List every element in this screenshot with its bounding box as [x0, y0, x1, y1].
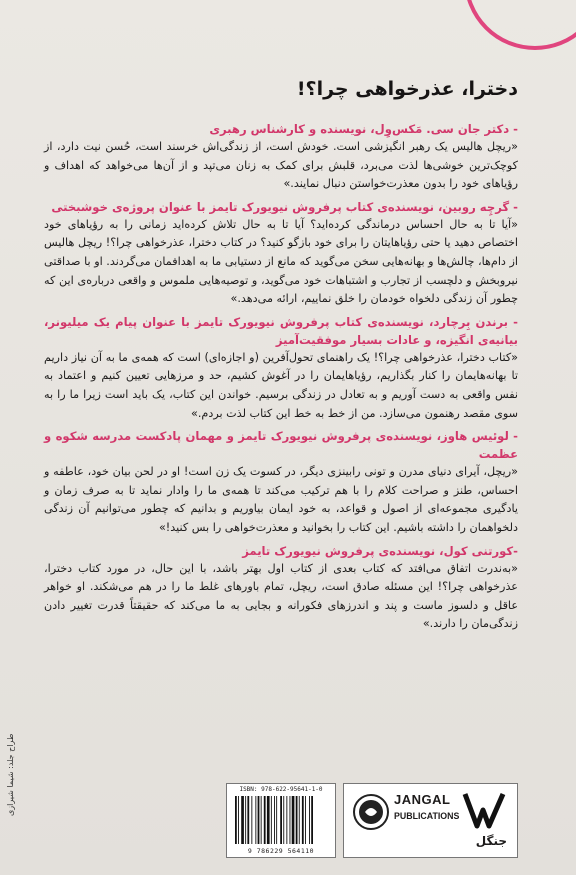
barcode-digits: 9 786229 564110 — [247, 847, 315, 855]
endorsement-author: - لوئیس هاوز، نویسنده‌ی پرفروش نیویورک تایمز و مهمان پادکست مدرسه شکوه و عظمت — [44, 429, 518, 462]
barcode-bar — [283, 796, 284, 844]
decorative-ring — [464, 0, 576, 50]
barcode-bar — [290, 796, 291, 844]
barcode-bar — [274, 796, 275, 844]
barcode-bar — [286, 796, 287, 844]
barcode-bar — [267, 796, 270, 844]
barcode-bar — [264, 796, 266, 844]
endorsement-author: - گرچِه روبین، نویسنده‌ی کتاب پرفروش نیویورک تایمز با عنوان پروژه‌ی خوشبختی — [51, 199, 518, 214]
endorsement-author: -کورتنی کول، نویسنده‌ی پرفروش نیویورک تایمز — [242, 543, 518, 558]
endorsement-quote: «کتاب دخترا، عذرخواهی چرا؟! یک راهنمای تحول‌آفرین (و اجازه‌ای) است که همه‌ی ما به آن نیاز داریم تا بهانه‌هایمان را کنار بگذاریم، رؤیاهایمان را در آغوش کشیم، حد و مرزهایی تعیین کنیم و اعتماد به نفس واقعی به دست آوریم و به تعادل در زندگی برسیم. خواندن این کتاب، یک باید است زیرا ما را به سوی مقصد رهنمون می‌سازد. من از خط به خط این کتاب لذت بردم.» — [44, 350, 518, 420]
endorsement-quote: «به‌ندرت اتفاق می‌افتد که کتاب بعدی از کتاب اول بهتر باشد، با این حال، در مورد کتاب دخترا، عذرخواهی چرا؟! این مسئله صادق است، ریچل، تمام باورهای غلط ما را در هم می‌شکند. او خواهر عاقل و دلسوز ماست و پند و اندرزهای فکورانه و بجایی به ما می‌کند که حقیقتاً قدرت تغییر دادن زندگی‌مان را دارند.» — [44, 561, 518, 631]
publisher-name: JANGAL — [394, 792, 451, 807]
barcode-bar — [241, 796, 244, 844]
barcode-bar — [302, 796, 304, 844]
endorsement-quote: «آیا تا به حال احساس درماندگی کرده‌اید؟ آیا تا به حال تلاش کرده‌اید زمانی را به رؤیاهای خود اختصاص دهید یا حتی رؤیاهایتان را برای خود بازگو کنید؟ در کتاب دخترا، عذرخواهی چرا؟! ریچل هالیس از دام‌ها، چالش‌ها و بهانه‌هایی سخن می‌گوید که مانع از دستیابی ما به اهدافمان می‌گردند. او با صداقتی نیروبخش و دلچسب از تجارب و اشتباهات خود می‌گوید، و توصیه‌هایی ملموس و واقعی درباره‌ی این که چطور آن زندگی دلخواه خودمان را خلق نماییم، ارائه می‌دهد.» — [44, 217, 518, 306]
barcode-bar — [292, 796, 295, 844]
barcode-bar — [247, 796, 249, 844]
barcode-bar — [261, 796, 262, 844]
barcode — [226, 783, 336, 858]
publisher-name-fa: جنگل — [475, 834, 507, 848]
barcode-bar — [305, 796, 306, 844]
publisher-logo-icon — [459, 790, 509, 834]
barcode-bar — [299, 796, 300, 844]
barcode-bar — [255, 796, 256, 844]
barcode-bar — [238, 796, 239, 844]
barcode-bar — [235, 796, 237, 844]
cover-designer-credit: طراح جلد: شیما شیرازی — [6, 734, 15, 817]
publisher-sub: PUBLICATIONS — [394, 811, 460, 821]
barcode-bars — [235, 796, 329, 844]
publisher-block — [343, 783, 518, 858]
endorsement-quote: «ریچل هالیس یک رهبر انگیزشی است. خودش است، از زندگی‌اش خرسند است، حُسن نیت دارد، از کوچک‌ترین خوشی‌ها لذت می‌برد، قلبش برای کمک به زنان می‌تپد و از آن‌ها می‌خواهد که اهداف و رؤیاهای خود را بدون معذرت‌خواستن دنبال نمایند.» — [44, 140, 518, 191]
endorsement-quote: «ریچل، آیرای دنیای مدرن و تونی رابینزی دیگر، در کسوت یک زن است! او در لحن بیان خود، عاطفه و احساس، طنز و صراحت کلام را با هم ترکیب می‌کند تا همه‌ی ما را وادار نماید تا به صرف زمان و یادگیری مجموعه‌ای از اصول و قواعد، به خود ایمان بیاوریم و بدانیم که چطور می‌توانیم آن زندگی دلخواهمان را داشته باشیم. این کتاب را بخوانید و معذرت‌خواهی را بس کنید!» — [44, 465, 518, 534]
endorsement-author: - برندن بِرچارد، نویسنده‌ی کتاب پرفروش نیویورک تایمز با عنوان پیام یک میلیونر، بیانیه‌ی انگیزه، و عادات بسیار موفقیت‌آمیز — [44, 314, 518, 347]
barcode-bar — [271, 796, 272, 844]
barcode-bar — [276, 796, 277, 844]
barcode-bar — [296, 796, 298, 844]
barcode-bar — [309, 796, 310, 844]
endorsement-author: - دکتر جان سی. مَکس‌وِل، نویسنده و کارشناس رهبری — [209, 122, 518, 136]
endorsements-block — [44, 66, 518, 638]
barcode-bar — [258, 796, 260, 844]
publisher-seal-icon — [352, 793, 390, 831]
barcode-bar — [251, 796, 252, 844]
barcode-bar — [245, 796, 246, 844]
barcode-bar — [311, 796, 313, 844]
book-title: دخترا، عذرخواهی چرا؟! — [296, 78, 518, 100]
barcode-bar — [280, 796, 282, 844]
isbn-label: ISBN: 978-622-95641-1-0 — [239, 786, 323, 793]
